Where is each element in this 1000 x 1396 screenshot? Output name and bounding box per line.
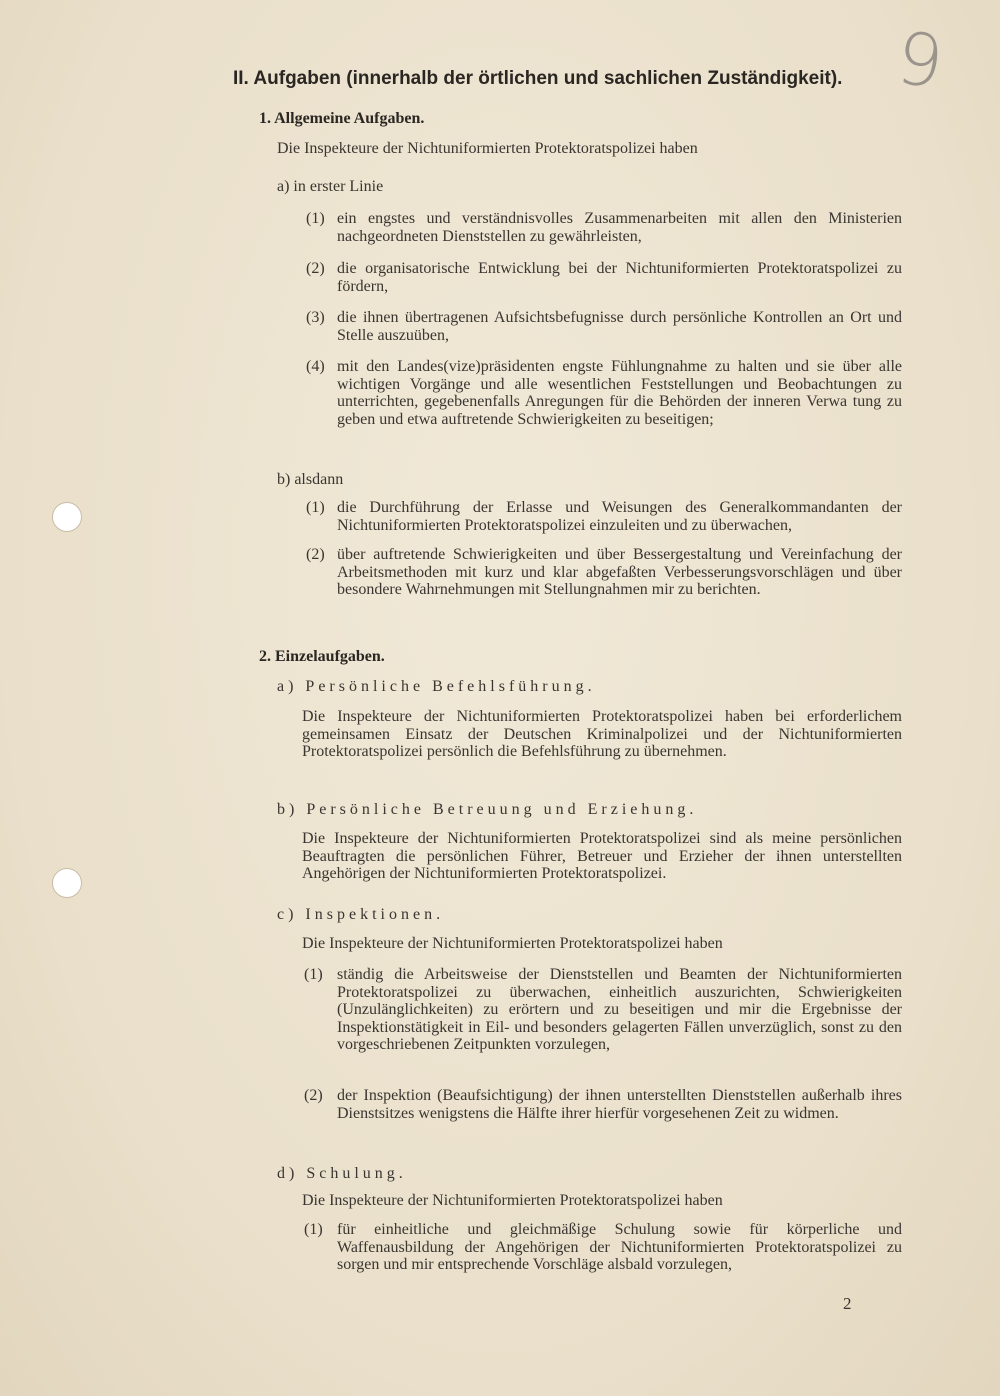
section1-title: 1. Allgemeine Aufgaben. <box>259 110 425 127</box>
section-heading: II. Aufgaben (innerhalb der örtlichen und sachlichen Zuständigkeit). <box>233 68 843 89</box>
section1-a-item-3: die ihnen übertragenen Aufsichtsbefugnisse durch persönliche Kontrollen an Ort und Stelle auszuüben, <box>337 309 902 344</box>
section1-a-label: a) in erster Linie <box>277 178 384 195</box>
item-number: (2) <box>306 260 325 277</box>
punch-hole-bottom <box>52 868 82 898</box>
section2-b-text: Die Inspekteure der Nichtuniformierten Protektoratspolizei sind als meine persönlichen Beauftragten die persönlichen Führer, Betreuer und Erzieher der ihnen unterstellten Angehörigen der Nichtuniformierten Protektoratspolizei. <box>302 830 902 882</box>
section2-a-text: Die Inspekteure der Nichtuniformierten Protektoratspolizei haben bei erforderlichem gemeinsamen Einsatz der Deutschen Kriminalpolizei und der Nichtuniformierten Protektoratspolizei persönlich die Befehlsführung zu übernehmen. <box>302 708 902 760</box>
item-number: (1) <box>304 966 323 983</box>
item-number: (1) <box>306 210 325 227</box>
item-number: (2) <box>304 1087 323 1104</box>
section1-b-label: b) alsdann <box>277 471 344 488</box>
section1-a-item-2: die organisatorische Entwicklung bei der Nichtuniformierten Protektoratspolizei zu fördern, <box>337 260 902 295</box>
section2-a-label: a) Persönliche Befehlsführung. <box>277 678 596 695</box>
item-number: (2) <box>306 546 325 563</box>
section1-intro: Die Inspekteure der Nichtuniformierten Protektoratspolizei haben <box>277 140 698 157</box>
handwritten-page-number: 9 <box>891 15 949 105</box>
section2-c-label: c) Inspektionen. <box>277 906 445 923</box>
item-number: (1) <box>304 1221 323 1238</box>
section2-d-intro: Die Inspekteure der Nichtuniformierten Protektoratspolizei haben <box>302 1192 723 1209</box>
item-number: (3) <box>306 309 325 326</box>
section1-a-item-1: ein engstes und verständnisvolles Zusammenarbeiten mit allen den Ministerien nachgeordneten Dienststellen zu gewährleisten, <box>337 210 902 245</box>
section1-a-item-4: mit den Landes(vize)präsidenten engste Fühlungnahme zu halten und sie über alle wichtigen Vorgänge und alle wesentlichen Feststellungen und Beobachtungen zu unterrichten, gegebenenfalls Anregungen für die Behörden der inneren Verwa tung zu geben und etwa auftretende Schwierigkeiten zu beseitigen; <box>337 358 902 428</box>
section2-d-label: d) Schulung. <box>277 1165 407 1182</box>
item-number: (1) <box>306 499 325 516</box>
section1-b-item-1: die Durchführung der Erlasse und Weisungen des Generalkommandanten der Nichtuniformierten Protektoratspolizei einzuleiten und zu überwachen, <box>337 499 902 534</box>
section2-c-intro: Die Inspekteure der Nichtuniformierten Protektoratspolizei haben <box>302 935 723 952</box>
section2-c-item-2: der Inspektion (Beaufsichtigung) der ihnen unterstellten Dienststellen außerhalb ihres Dienstsitzes wenigstens die Hälfte ihrer hierfür vorgesehenen Zeit zu widmen. <box>337 1087 902 1122</box>
section1-b-item-2: über auftretende Schwierigkeiten und über Bessergestaltung und Vereinfachung der Arbeitsmethoden mit kurz und klar abgefaßten Verbesserungsvorschlägen und über besondere Wahrnehmungen mit Stellungnahmen mir zu berichten. <box>337 546 902 598</box>
punch-hole-top <box>52 502 82 532</box>
section2-c-item-1: ständig die Arbeitsweise der Dienststellen und Beamten der Nichtuniformierten Protektoratspolizei zu überwachen, einheitlich auszurichten, Schwierigkeiten (Unzulänglichkeiten) zu erörtern und zu beseitigen und mir die Ergebnisse der Inspektionstätigkeit in Eil- und besonders gelagerten Fällen unverzüglich, sonst zu den vorgeschriebenen Zeitpunkten vorzulegen, <box>337 966 902 1053</box>
section2-d-item-1: für einheitliche und gleichmäßige Schulung sowie für körperliche und Waffenausbildung der Angehörigen der Nichtuniformierten Protektoratspolizei zu sorgen und mir entsprechende Vorschläge alsbald vorzulegen, <box>337 1221 902 1273</box>
section2-title: 2. Einzelaufgaben. <box>259 648 385 665</box>
section2-b-label: b) Persönliche Betreuung und Erziehung. <box>277 801 698 818</box>
item-number: (4) <box>306 358 325 375</box>
page-number: 2 <box>843 1294 852 1313</box>
